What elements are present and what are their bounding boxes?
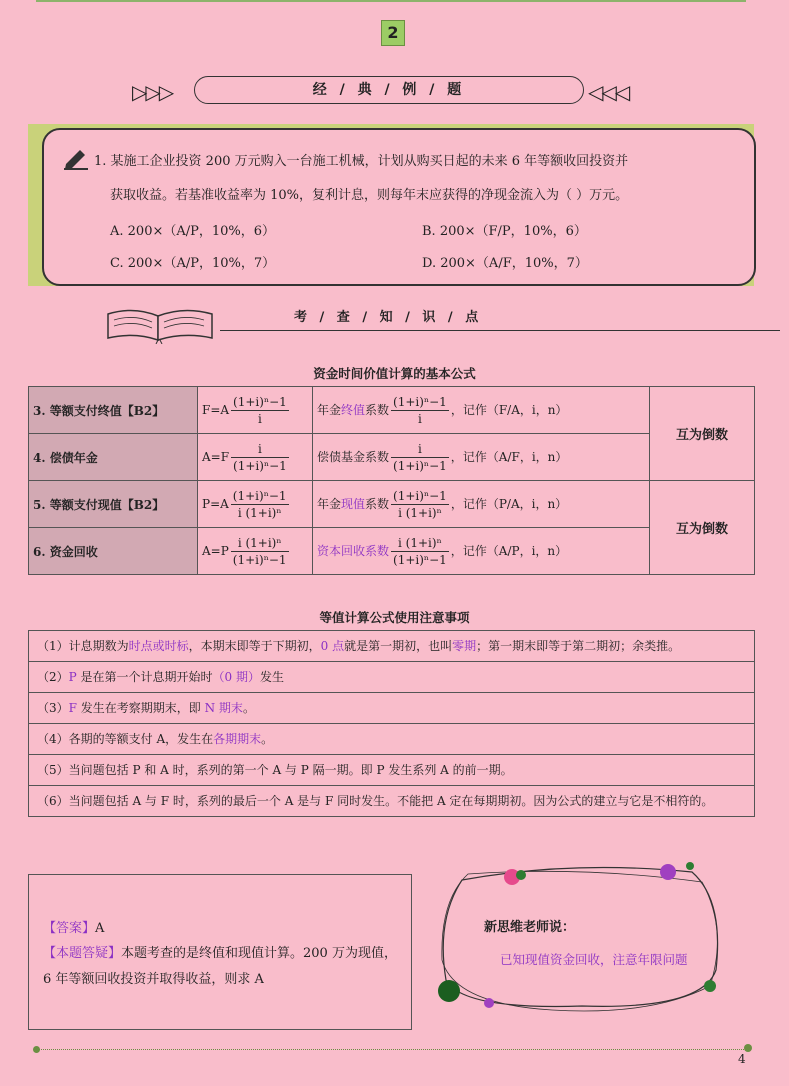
note-cell: （1）计息期数为时点或时标，本期末即等于下期初，0 点就是第一期初，也叫零期；第一期末即等于第二期初；余类推。: [29, 631, 755, 662]
note-row: [29, 786, 755, 817]
formula-coefficient: 资本回收系数 $\frac{\text{i (1+i)ⁿ}}{\text{(1+i)ⁿ−1}}$ ，记作（A/P，i，n）: [313, 528, 650, 575]
question-line-1: 1. 某施工企业投资 200 万元购入一台施工机械，计划从购买日起的未来 6 年等额收回投资并: [94, 154, 629, 169]
pencil-icon: [62, 148, 90, 170]
formula-name: 6. 资金回收: [29, 528, 198, 575]
option-b: B. 200×（F/P，10%，6）: [422, 224, 587, 239]
formula-expression: P=A $\frac{\text{(1+i)ⁿ−1}}{\text{i (1+i)ⁿ}}$: [198, 481, 313, 528]
note-row: [29, 631, 755, 662]
teacher-note-text: 已知现值资金回收，注意年限问题: [500, 952, 688, 967]
bottom-left-dot: [33, 1046, 40, 1053]
formula-row: [29, 434, 755, 481]
formula-expression: F=A $\frac{\text{(1+i)ⁿ−1}}{i}$: [198, 387, 313, 434]
formula-section-title: 资金时间价值计算的基本公式: [313, 366, 476, 381]
decor-dot-green: [516, 870, 526, 880]
teacher-note-frame: [432, 860, 732, 1016]
option-d: D. 200×（A/F，10%，7）: [422, 256, 588, 271]
note-row: [29, 693, 755, 724]
question-line-2: 获取收益。若基准收益率为 10%，复利计息，则每年末应获得的净现金流入为（ ）万元。: [110, 188, 629, 203]
notes-section-title: 等值计算公式使用注意事项: [319, 610, 470, 625]
formula-coefficient: 年金现值系数 $\frac{\text{(1+i)ⁿ−1}}{\text{i (1+i)ⁿ}}$ ，记作（P/A，i，n）: [313, 481, 650, 528]
note-cell: （4）各期的等额支付 A，发生在各期期末。: [29, 724, 755, 755]
formula-name: 3. 等额支付终值【B2】: [29, 387, 198, 434]
notes-table: [28, 630, 755, 817]
note-cell: （6）当问题包括 A 与 F 时，系列的最后一个 A 是与 F 同时发生。不能把 A 定在每期期初。因为公式的建立与它是不相符的。: [29, 786, 755, 817]
knowledge-rule: [220, 330, 780, 331]
option-a: A. 200×（A/P，10%，6）: [110, 224, 276, 239]
decor-dot-small: [686, 862, 694, 870]
formula-coefficient: 偿债基金系数 $\frac{i}{\text{(1+i)ⁿ−1}}$ ，记作（A/F，i，n）: [313, 434, 650, 481]
formula-coefficient: 年金终值系数 $\frac{\text{(1+i)ⁿ−1}}{i}$ ，记作（F/A，i，n）: [313, 387, 650, 434]
answer-value: A: [95, 921, 105, 936]
page-number: 4: [738, 1052, 746, 1066]
section-number-badge: 2: [381, 20, 405, 46]
analysis-label: 【本题答疑】: [43, 946, 122, 961]
banner: [132, 76, 648, 106]
teacher-note-title: 新思维老师说：: [484, 920, 576, 935]
formula-name: 5. 等额支付现值【B2】: [29, 481, 198, 528]
option-c: C. 200×（A/P，10%，7）: [110, 256, 276, 271]
knowledge-title: 考 / 查 / 知 / 识 / 点: [294, 310, 483, 325]
bottom-rule: [36, 1049, 746, 1050]
answer-analysis: [43, 941, 403, 993]
formula-table: [28, 386, 755, 575]
formula-row: [29, 481, 755, 528]
decor-dot-dark: [438, 980, 460, 1002]
note-cell: （3）F 发生在考察期期末，即 N 期末。: [29, 693, 755, 724]
reciprocal-label: 互为倒数: [650, 481, 755, 575]
analysis-text: 本题考查的是终值和现值计算。200 万为现值，6 年等额回收投资并取得收益，则求 A: [43, 946, 397, 987]
right-arrows-icon: ◁◁◁: [588, 80, 629, 104]
note-row: [29, 662, 755, 693]
formula-row: [29, 387, 755, 434]
formula-row: [29, 528, 755, 575]
knowledge-header: [104, 304, 684, 344]
decor-dot-green-2: [704, 980, 716, 992]
top-rule: [36, 0, 746, 2]
question-box: [42, 128, 756, 286]
note-cell: （2）P 是在第一个计息期开始时（0 期）发生: [29, 662, 755, 693]
decor-dot-purple-2: [484, 998, 494, 1008]
formula-name: 4. 偿债年金: [29, 434, 198, 481]
formula-expression: A=P $\frac{\text{i (1+i)ⁿ}}{\text{(1+i)ⁿ−1}}$: [198, 528, 313, 575]
reciprocal-label: 互为倒数: [650, 387, 755, 481]
banner-title: 经 / 典 / 例 / 题: [194, 76, 584, 104]
answer-box: [28, 874, 412, 1030]
open-book-icon: [104, 304, 216, 344]
bottom-right-dot: [744, 1044, 752, 1052]
answer-line: [43, 917, 104, 936]
note-cell: （5）当问题包括 P 和 A 时，系列的第一个 A 与 P 隔一期。即 P 发生系列 A 的前一期。: [29, 755, 755, 786]
answer-label: 【答案】: [43, 921, 96, 936]
note-row: [29, 755, 755, 786]
left-arrows-icon: ▷▷▷: [132, 80, 173, 104]
decor-dot-purple: [660, 864, 676, 880]
formula-expression: A=F $\frac{i}{\text{(1+i)ⁿ−1}}$: [198, 434, 313, 481]
note-row: [29, 724, 755, 755]
